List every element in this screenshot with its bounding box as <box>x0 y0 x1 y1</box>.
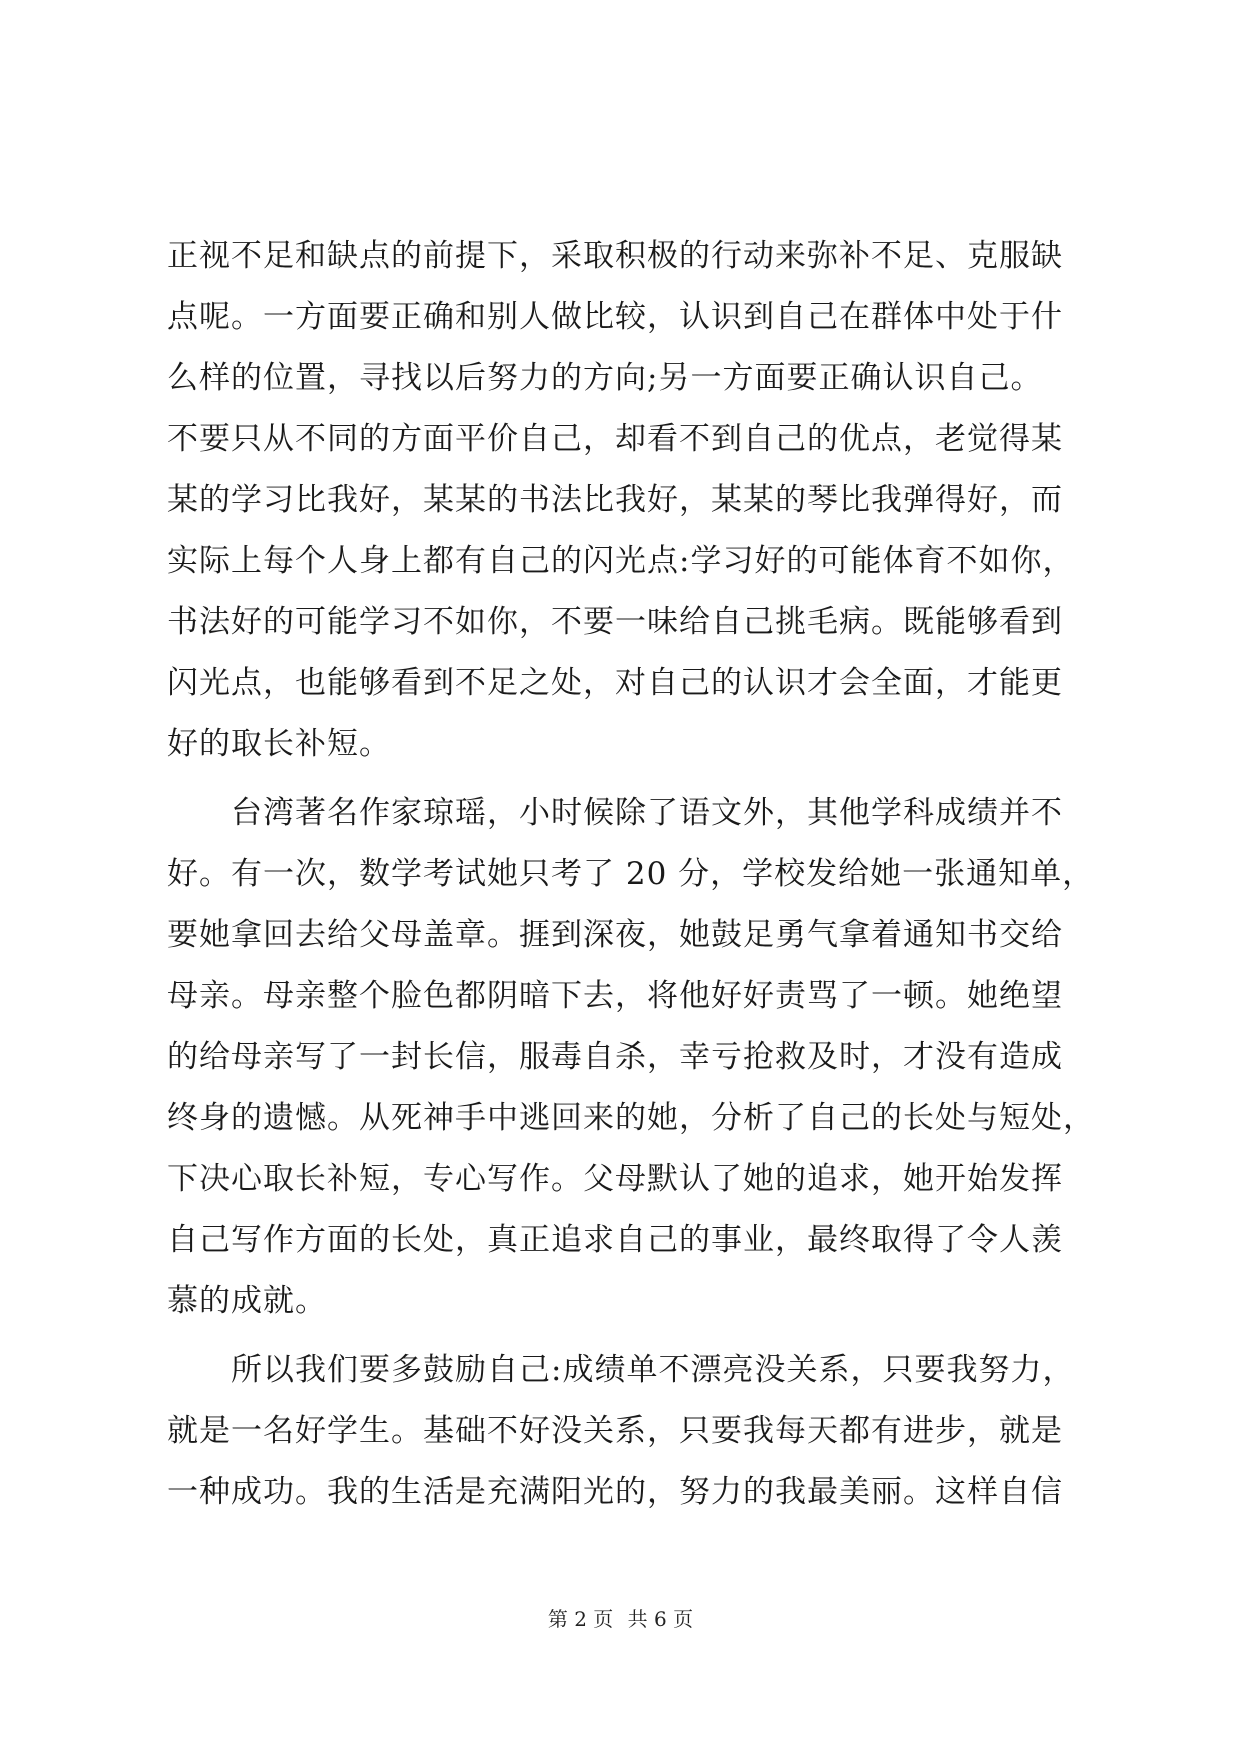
text-line: 台湾著名作家琼瑶，小时候除了语文外，其他学科成绩并不 <box>167 795 1063 831</box>
text-line: 某的学习比我好，某某的书法比我好，某某的琴比我弹得好，而 <box>167 482 1063 518</box>
page-number: 第 2 页 <box>547 1607 614 1631</box>
text-line: 慕的成就。 <box>167 1283 327 1319</box>
page-total: 共 6 页 <box>627 1607 694 1631</box>
text-line: 实际上每个人身上都有自己的闪光点:学习好的可能体育不如你， <box>167 543 1075 579</box>
text-line: 母亲。母亲整个脸色都阴暗下去，将他好好责骂了一顿。她绝望 <box>167 978 1063 1014</box>
page-footer <box>0 1603 1241 1632</box>
text-line: 一种成功。我的生活是充满阳光的，努力的我最美丽。这样自信 <box>167 1474 1063 1510</box>
text-line: 所以我们要多鼓励自己:成绩单不漂亮没关系，只要我努力， <box>167 1352 1075 1388</box>
text-line: 自己写作方面的长处，真正追求自己的事业，最终取得了令人羡 <box>167 1222 1063 1258</box>
text-line: 的给母亲写了一封长信，服毒自杀，幸亏抢救及时，才没有造成 <box>167 1039 1063 1075</box>
text-line: 点呢。一方面要正确和别人做比较，认识到自己在群体中处于什 <box>167 299 1063 335</box>
text-line: 好。有一次，数学考试她只考了 20 分，学校发给她一张通知单， <box>167 856 1095 892</box>
text-line: 下决心取长补短，专心写作。父母默认了她的追求，她开始发挥 <box>167 1161 1063 1197</box>
paragraph-gap <box>167 775 1083 783</box>
text-line: 闪光点，也能够看到不足之处，对自己的认识才会全面，才能更 <box>167 665 1063 701</box>
text-line: 要她拿回去给父母盖章。捱到深夜，她鼓足勇气拿着通知书交给 <box>167 917 1063 953</box>
text-line: 书法好的可能学习不如你，不要一味给自己挑毛病。既能够看到 <box>167 604 1063 640</box>
text-line: 好的取长补短。 <box>167 726 391 762</box>
text-line: 不要只从不同的方面平价自己，却看不到自己的优点，老觉得某 <box>167 421 1063 457</box>
text-line: 终身的遗憾。从死神手中逃回来的她，分析了自己的长处与短处， <box>167 1100 1095 1136</box>
text-line: 就是一名好学生。基础不好没关系，只要我每天都有进步，就是 <box>167 1413 1063 1449</box>
text-line: 正视不足和缺点的前提下，采取积极的行动来弥补不足、克服缺 <box>167 238 1063 274</box>
text-line: 么样的位置，寻找以后努力的方向;另一方面要正确认识自己。 <box>167 360 1043 396</box>
document-body <box>167 226 1095 1523</box>
paragraph-gap <box>167 1332 1083 1340</box>
